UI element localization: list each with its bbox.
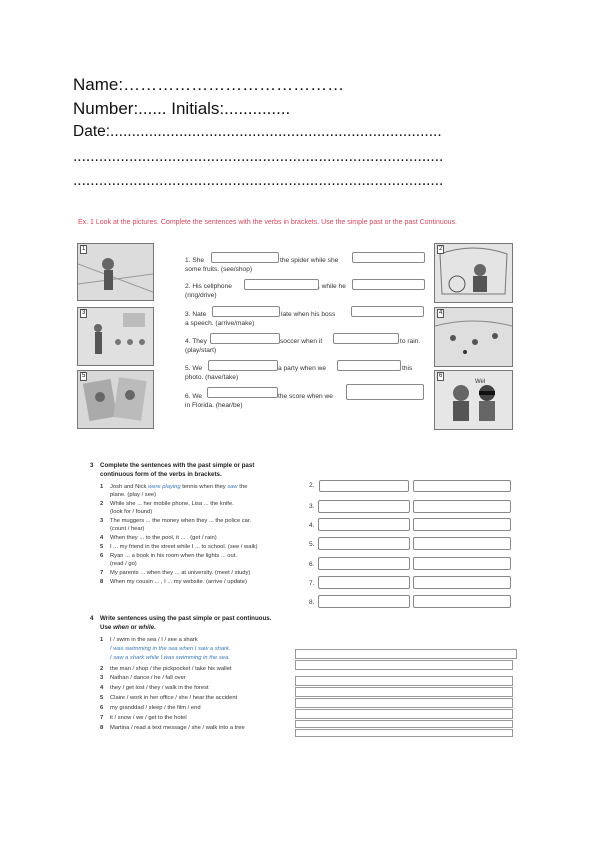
item-num: 2 — [100, 501, 104, 507]
picture-number: 2 — [439, 246, 443, 252]
answer-blank[interactable] — [352, 279, 425, 290]
answer-blank[interactable] — [413, 537, 511, 550]
ex3-title-1: Complete the sentences with the past simple or past — [100, 462, 255, 469]
ex3-item-4 — [100, 534, 217, 543]
name-line[interactable]: Name:………………………………… — [73, 75, 345, 94]
s3-start: 3. Nate — [185, 311, 207, 318]
s5-mid: a party when we — [278, 365, 327, 372]
answer-blank[interactable] — [413, 480, 511, 492]
item-text: My parents ... when they ... at university. (meet / study) — [110, 570, 251, 576]
ex3-item-6b: (read / go) — [110, 561, 137, 567]
answer-blank[interactable] — [211, 252, 279, 263]
ex4-item-1 — [100, 636, 198, 645]
answer-label: 4. — [309, 522, 315, 529]
ex4-item-2 — [100, 665, 231, 674]
s4-end: (play/start) — [185, 347, 217, 354]
ex4-item-8 — [100, 724, 245, 733]
item-text: When my cousin ... , I ... my website. (arrive / update) — [110, 579, 247, 585]
s4-mid: soccer when it — [280, 338, 323, 345]
answer-label: 2. — [309, 482, 315, 489]
s5-tail: this — [402, 365, 413, 372]
example-answer: were playing — [148, 484, 181, 490]
s6-end: in Florida. (hear/be) — [185, 402, 243, 409]
ex3-item-1b: plane. (play / see) — [110, 492, 157, 498]
answer-blank[interactable] — [318, 518, 410, 531]
s2-end: (ring/drive) — [185, 292, 217, 299]
item-text: the — [237, 484, 248, 490]
answer-blank[interactable] — [318, 557, 410, 570]
item-text: While she ... her mobile phone, Lisa ... the knife. — [110, 501, 234, 507]
answer-blank[interactable] — [212, 306, 280, 317]
s1-mid: the spider while she — [280, 257, 339, 264]
answer-blank[interactable] — [318, 537, 410, 550]
number-initials-line[interactable]: Number:...... Initials:.............. — [73, 99, 291, 118]
picture-number: 6 — [439, 373, 443, 379]
item-text: the man / shop / the pickpocket / take his wallet — [110, 666, 232, 672]
answer-blank[interactable] — [333, 333, 399, 344]
item-text: tennis when they — [180, 484, 228, 490]
answer-blank[interactable] — [208, 360, 278, 371]
ex4-item-7 — [100, 714, 187, 723]
item-num: 7 — [100, 570, 104, 576]
s2-start: 2. His cellphone — [185, 283, 232, 290]
item-num: 2 — [100, 666, 104, 672]
picture-number: 4 — [439, 310, 443, 316]
answer-label: 6. — [309, 561, 315, 568]
exercise1-instruction: Ex. 1 Look at the pictures. Complete the sentences with the verbs in brackets. Use the simple past or the past Continuous. — [78, 219, 457, 226]
s6-start: 6. We — [185, 393, 203, 400]
blank-line-3[interactable]: ...................................................................................... — [73, 172, 444, 189]
writing-line[interactable] — [295, 729, 513, 737]
answer-blank[interactable] — [337, 360, 401, 371]
item-num: 8 — [100, 579, 104, 585]
answer-blank[interactable] — [318, 595, 410, 608]
item-text: Nathan / dance / he / fall over — [110, 675, 186, 681]
answer-label: 5. — [309, 541, 315, 548]
writing-line[interactable] — [295, 720, 513, 728]
date-line[interactable]: Date:............................................................................. — [73, 123, 442, 140]
answer-blank[interactable] — [346, 384, 424, 400]
answer-label: 7. — [309, 580, 315, 587]
ex4-number: 4 — [90, 615, 94, 622]
ex4-example-1: I was swimming in the sea when I saw a shark. — [110, 646, 231, 652]
item-num: 3 — [100, 518, 104, 524]
answer-blank[interactable] — [318, 576, 410, 589]
ex3-item-3b: (count / hear) — [110, 526, 145, 532]
ex4-item-4 — [100, 684, 209, 693]
ex4-item-5 — [100, 694, 237, 703]
answer-blank[interactable] — [318, 500, 410, 513]
s3-mid: late when his boss — [281, 311, 336, 318]
writing-line[interactable] — [295, 698, 513, 708]
picture-1 — [77, 243, 154, 301]
item-num: 6 — [100, 705, 104, 711]
title-text: Use — [100, 624, 114, 631]
ex3-item-7 — [100, 569, 250, 578]
title-text: or — [128, 624, 139, 631]
item-num: 1 — [100, 637, 104, 643]
writing-line[interactable] — [295, 660, 513, 670]
picture-5 — [77, 370, 154, 429]
item-text: Josh and Nick — [110, 484, 149, 490]
answer-blank[interactable] — [413, 500, 511, 513]
item-num: 1 — [100, 484, 104, 490]
picture-number: 5 — [82, 373, 86, 379]
item-text: I / swim in the sea / I / see a shark — [110, 637, 198, 643]
answer-blank[interactable] — [351, 306, 424, 317]
item-text: I ... my friend in the street while I ... to school. (see / walk) — [110, 544, 258, 550]
item-text: they / get lost / they / walk in the forest — [110, 685, 209, 691]
s6-mid: the score when we — [278, 393, 333, 400]
ex3-item-2b: (look for / found) — [110, 509, 153, 515]
picture-number: 1 — [82, 246, 86, 252]
title-keyword: while — [138, 624, 155, 631]
ex3-number: 3 — [90, 462, 94, 469]
answer-blank[interactable] — [319, 480, 409, 492]
answer-blank[interactable] — [210, 333, 280, 344]
s3-end: a speech. (arrive/make) — [185, 320, 255, 327]
svg-text:Wel: Wel — [475, 379, 486, 385]
writing-line[interactable] — [295, 709, 513, 719]
title-text: . — [154, 624, 156, 631]
item-text: Claire / work in her office / she / hear the accident — [110, 695, 238, 701]
answer-blank[interactable] — [413, 595, 511, 608]
answer-label: 3. — [309, 503, 315, 510]
picture-2 — [434, 243, 513, 303]
item-num: 4 — [100, 535, 104, 541]
ex4-example-2: I saw a shark while I was swimming in the sea. — [110, 655, 230, 661]
item-num: 4 — [100, 685, 104, 691]
item-num: 7 — [100, 715, 104, 721]
answer-label: 8. — [309, 599, 315, 606]
s5-end: photo. (have/take) — [185, 374, 239, 381]
example-answer: saw — [227, 484, 238, 490]
item-text: my granddad / sleep / the film / end — [110, 705, 201, 711]
picture-number: 3 — [82, 310, 86, 316]
s4-tail: to rain. — [400, 338, 421, 345]
item-num: 3 — [100, 675, 104, 681]
ex4-item-3 — [100, 674, 186, 683]
answer-blank[interactable] — [413, 518, 511, 531]
item-num: 8 — [100, 725, 104, 731]
ex3-title-2: continuous form of the verbs in brackets. — [100, 471, 222, 478]
item-num: 5 — [100, 544, 104, 550]
writing-line[interactable] — [295, 649, 517, 659]
picture-6 — [434, 370, 513, 430]
s2-mid: , while he — [318, 283, 346, 290]
writing-line[interactable] — [295, 687, 513, 697]
item-text: Martina / read a text message / she / walk into a tree — [110, 725, 245, 731]
item-num: 6 — [100, 553, 104, 559]
ex3-item-8 — [100, 578, 247, 587]
answer-blank[interactable] — [413, 557, 511, 570]
title-keyword: when — [113, 624, 129, 631]
item-text: When they ... to the pool, it ... . (get / rain) — [110, 535, 217, 541]
ex4-title-1: Write sentences using the past simple or past continuous. — [100, 615, 272, 622]
s1-end: some fruits. (see/shop) — [185, 266, 253, 273]
item-text: Ryan ... a book in his room when the lights ... out. — [110, 553, 237, 559]
item-text: The muggers ... the money when they ... the police car. — [110, 518, 252, 524]
s4-start: 4. They — [185, 338, 207, 345]
ex4-title-2 — [100, 623, 156, 632]
answer-blank[interactable] — [207, 387, 278, 398]
ex4-item-6 — [100, 704, 201, 713]
ex3-item-5 — [100, 543, 258, 552]
answer-blank[interactable] — [352, 252, 425, 263]
item-num: 5 — [100, 695, 104, 701]
picture-3 — [77, 307, 154, 366]
s1-start: 1. She — [185, 257, 205, 264]
writing-line[interactable] — [295, 676, 513, 686]
item-text: it / snow / we / get to the hotel — [110, 715, 187, 721]
answer-blank[interactable] — [413, 576, 511, 589]
picture-4 — [434, 307, 513, 367]
answer-blank[interactable] — [244, 279, 319, 290]
s5-start: 5. We — [185, 365, 203, 372]
blank-line-2[interactable]: ...................................................................................... — [73, 148, 444, 165]
